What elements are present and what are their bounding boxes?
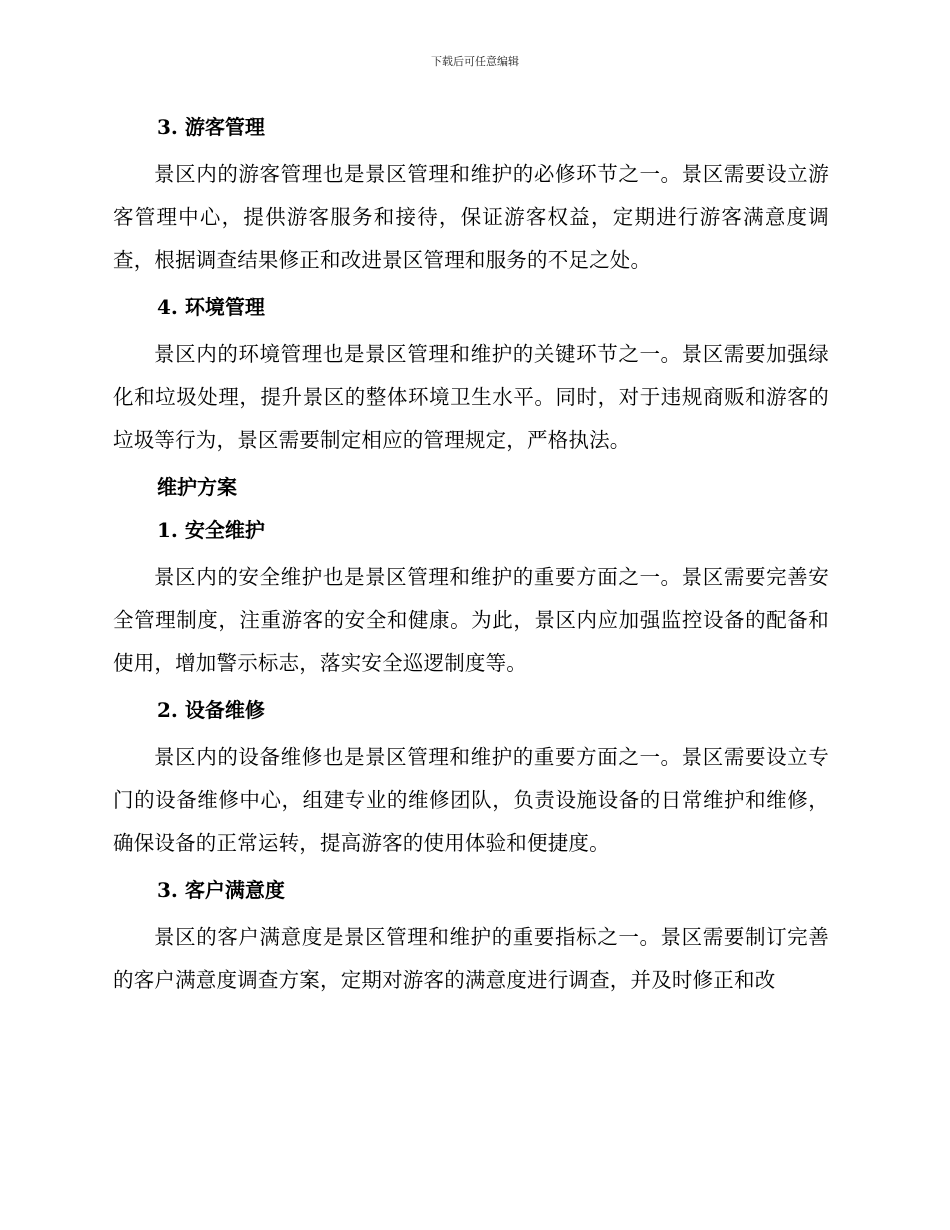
page-header: 下载后可任意编辑 xyxy=(431,55,519,68)
section-heading-environment-management: 4. 环境管理 xyxy=(157,295,265,319)
paragraph-equipment-repair: 景区内的设备维修也是景区管理和维护的重要方面之一。景区需要设立专门的设备维修中心，组建专业的维修团队，负责设施设备的日常维护和维修，确保设备的正常运转，提高游客的使用体验和便捷度。 xyxy=(113,745,829,855)
section-heading-customer-satisfaction: 3. 客户满意度 xyxy=(157,878,285,902)
paragraph-environment-management: 景区内的环境管理也是景区管理和维护的关键环节之一。景区需要加强绿化和垃圾处理，提升景区的整体环境卫生水平。同时，对于违规商贩和游客的垃圾等行为，景区需要制定相应的管理规定，严格执法。 xyxy=(113,342,829,452)
section-heading-maintenance-plan: 维护方案 xyxy=(157,475,237,499)
paragraph-customer-satisfaction: 景区的客户满意度是景区管理和维护的重要指标之一。景区需要制订完善的客户满意度调查方案，定期对游客的满意度进行调查，并及时修正和改 xyxy=(113,925,829,992)
section-heading-visitor-management: 3. 游客管理 xyxy=(157,115,265,139)
paragraph-safety-maintenance: 景区内的安全维护也是景区管理和维护的重要方面之一。景区需要完善安全管理制度，注重游客的安全和健康。为此，景区内应加强监控设备的配备和使用，增加警示标志，落实安全巡逻制度等。 xyxy=(113,565,829,675)
section-heading-equipment-repair: 2. 设备维修 xyxy=(157,698,265,722)
document-body xyxy=(113,110,829,1010)
section-heading-safety-maintenance: 1. 安全维护 xyxy=(157,518,265,542)
paragraph-visitor-management: 景区内的游客管理也是景区管理和维护的必修环节之一。景区需要设立游客管理中心，提供游客服务和接待，保证游客权益，定期进行游客满意度调查，根据调查结果修正和改进景区管理和服务的不足之处。 xyxy=(113,162,829,272)
